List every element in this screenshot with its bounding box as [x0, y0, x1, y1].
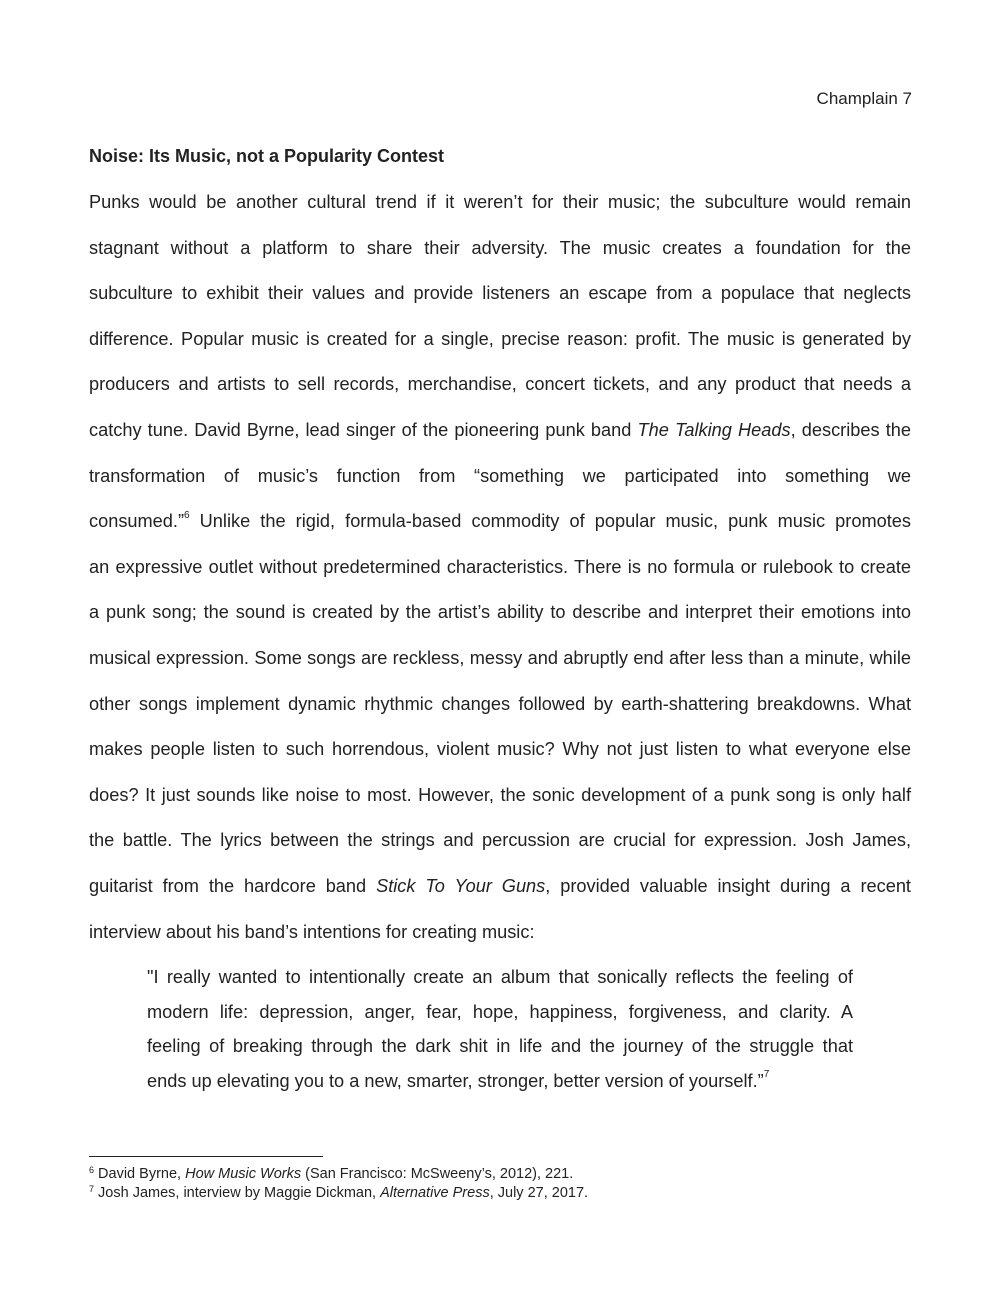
text-run: catchy tune. David Byrne, lead singer of the pioneering punk band	[89, 419, 638, 440]
footnote-6	[89, 1165, 573, 1183]
text-run: guitarist from the hardcore band	[89, 875, 377, 896]
quote-line: modern life: depression, anger, fear, hope, happiness, forgiveness, and clarity. A	[147, 1001, 853, 1022]
book-title-italic: How Music Works	[185, 1166, 302, 1182]
band-name-italic: The Talking Heads	[637, 419, 791, 440]
text-run: , July 27, 2017.	[489, 1185, 589, 1201]
quote-line: feeling of breaking through the dark shit in life and the journey of the struggle that	[147, 1036, 853, 1056]
block-quote	[147, 960, 853, 1098]
footnote-7	[89, 1184, 588, 1202]
paragraph-line: does? It just sounds like noise to most. However, the sonic development of a punk song is only half	[89, 784, 911, 805]
running-head: Champlain 7	[816, 89, 912, 108]
paragraph-line: musical expression. Some songs are reckless, messy and abruptly end after less than a minute, while	[89, 647, 911, 668]
body-paragraph	[89, 180, 911, 955]
paragraph-line: an expressive outlet without predetermined characteristics. There is no formula or rulebook to create	[89, 556, 911, 577]
paragraph-line: stagnant without a platform to share their adversity. The music creates a foundation for the	[89, 237, 911, 258]
footnote-number: 7	[89, 1184, 95, 1194]
magazine-title-italic: Alternative Press	[380, 1185, 490, 1201]
footnote-ref-7[interactable]: 7	[763, 1068, 770, 1080]
paragraph-line: Punks would be another cultural trend if it weren’t for their music; the subculture would remain	[89, 192, 911, 212]
paragraph-line: other songs implement dynamic rhythmic changes followed by earth-shattering breakdowns. What	[89, 693, 911, 714]
paragraph-line	[89, 864, 911, 910]
text-run: ends up elevating you to a new, smarter, stronger, better version of yourself.”	[147, 1070, 764, 1091]
band-name-italic: Stick To Your Guns	[376, 875, 546, 896]
paragraph-line: transformation of music’s function from “something we participated into something we	[89, 465, 911, 486]
paragraph-line: producers and artists to sell records, merchandise, concert tickets, and any product that needs a	[89, 374, 911, 395]
text-run: Josh James, interview by Maggie Dickman,	[94, 1185, 381, 1201]
quote-line	[147, 1064, 853, 1099]
paragraph-line: interview about his band’s intentions for creating music:	[89, 921, 535, 942]
text-run: , provided valuable insight during a recent	[545, 875, 911, 896]
paragraph-line: makes people listen to such horrendous, violent music? Why not just listen to what everyone else	[89, 739, 911, 760]
text-run: Unlike the rigid, formula-based commodity of popular music, punk music promotes	[189, 511, 911, 532]
text-run: , describes the	[790, 419, 911, 440]
section-title: Noise: Its Music, not a Popularity Contest	[89, 146, 445, 166]
text-run: consumed.”	[89, 511, 185, 532]
footnote-ref-6[interactable]: 6	[184, 510, 190, 522]
paragraph-line	[89, 408, 911, 454]
paragraph-line: difference. Popular music is created for a single, precise reason: profit. The music is generated by	[89, 328, 911, 349]
paragraph-line: subculture to exhibit their values and provide listeners an escape from a populace that neglects	[89, 283, 911, 304]
paragraph-line: a punk song; the sound is created by the artist’s ability to describe and interpret their emotions into	[89, 602, 911, 623]
text-run: David Byrne,	[94, 1166, 186, 1182]
quote-line: "I really wanted to intentionally create an album that sonically reflects the feeling of	[147, 967, 853, 987]
paragraph-line: the battle. The lyrics between the strings and percussion are crucial for expression. Josh James,	[89, 830, 911, 851]
footnote-number: 6	[89, 1165, 95, 1175]
text-run: (San Francisco: McSweeny’s, 2012), 221.	[301, 1166, 574, 1182]
footnote-divider	[89, 1156, 323, 1157]
paragraph-line	[89, 499, 911, 545]
